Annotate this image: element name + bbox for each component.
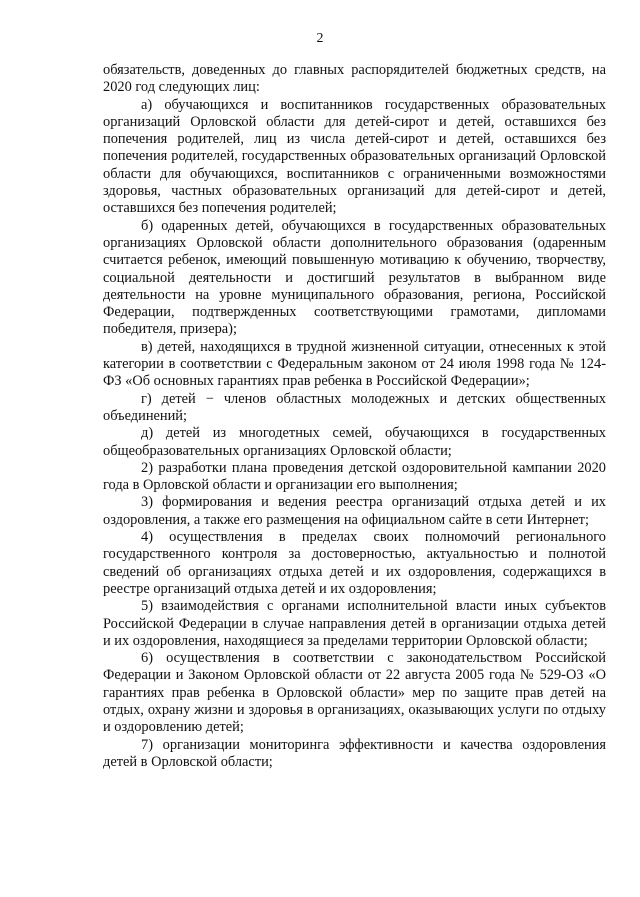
- paragraph-continuation: обязательств, доведенных до главных распорядителей бюджетных средств, на 2020 год следующих лиц:: [103, 62, 606, 96]
- paragraph-item-v: в) детей, находящихся в трудной жизненной ситуации, отнесенных к этой категории в соответствии с Федеральным законом от 24 июля 1998 года № 124-ФЗ «Об основных гарантиях прав ребенка в Российской Федерации»;: [103, 338, 606, 390]
- paragraph-item-b: б) одаренных детей, обучающихся в государственных образовательных организациях Орловской области дополнительного образования (одаренным считается ребенок, имеющий повышенную мотивацию к обучению, творчеству, социальной деятельности и достигший результатов в выбранном виде деятельности на уровне муниципального образования, региона, Российской Федерации, подтвержденных соответствующими грамотами, дипломами победителя, призера);: [103, 217, 606, 338]
- paragraph-item-5: 5) взаимодействия с органами исполнительной власти иных субъектов Российской Федерации в случае направления детей в организации отдыха детей и их оздоровления, находящиеся за пределами территории Орловской области;: [103, 598, 606, 649]
- paragraph-item-2: 2) разработки плана проведения детской оздоровительной кампании 2020 года в Орловской области и организации его выполнения;: [103, 459, 606, 494]
- document-body: [103, 62, 606, 771]
- paragraph-item-a: а) обучающихся и воспитанников государственных образовательных организаций Орловской области для детей-сирот и детей, оставшихся без попечения родителей, лиц из числа детей-сирот и детей, оставшихся без попечения родителей, государственных образовательных организаций Орловской области для обучающихся, воспитанников с ограниченными возможностями здоровья, частных образовательных организаций для детей-сирот и детей, оставшихся без попечения родителей;: [103, 96, 606, 217]
- paragraph-item-7: 7) организации мониторинга эффективности и качества оздоровления детей в Орловской области;: [103, 736, 606, 770]
- paragraph-item-3: 3) формирования и ведения реестра организаций отдыха детей и их оздоровления, а также его размещения на официальном сайте в сети Интернет;: [103, 494, 606, 528]
- paragraph-item-4: 4) осуществления в пределах своих полномочий регионального государственного контроля за достоверностью, актуальностью и полнотой сведений об организациях отдыха детей и их оздоровления, содержащихся в реестре организаций отдыха детей и их оздоровления;: [103, 529, 606, 597]
- paragraph-item-d: д) детей из многодетных семей, обучающихся в государственных общеобразовательных организациях Орловской области;: [103, 425, 606, 459]
- paragraph-item-6: 6) осуществления в соответствии с законодательством Российской Федерации и Законом Орловской области от 22 августа 2005 года № 529-ОЗ «О гарантиях прав ребенка в Орловской области» мер по защите прав детей на отдых, охрану жизни и здоровья в организациях, оказывающих услуги по отдыху и оздоровлению детей;: [103, 650, 606, 736]
- paragraph-item-g: г) детей − членов областных молодежных и детских общественных объединений;: [103, 390, 606, 424]
- page-number: 2: [316, 31, 324, 46]
